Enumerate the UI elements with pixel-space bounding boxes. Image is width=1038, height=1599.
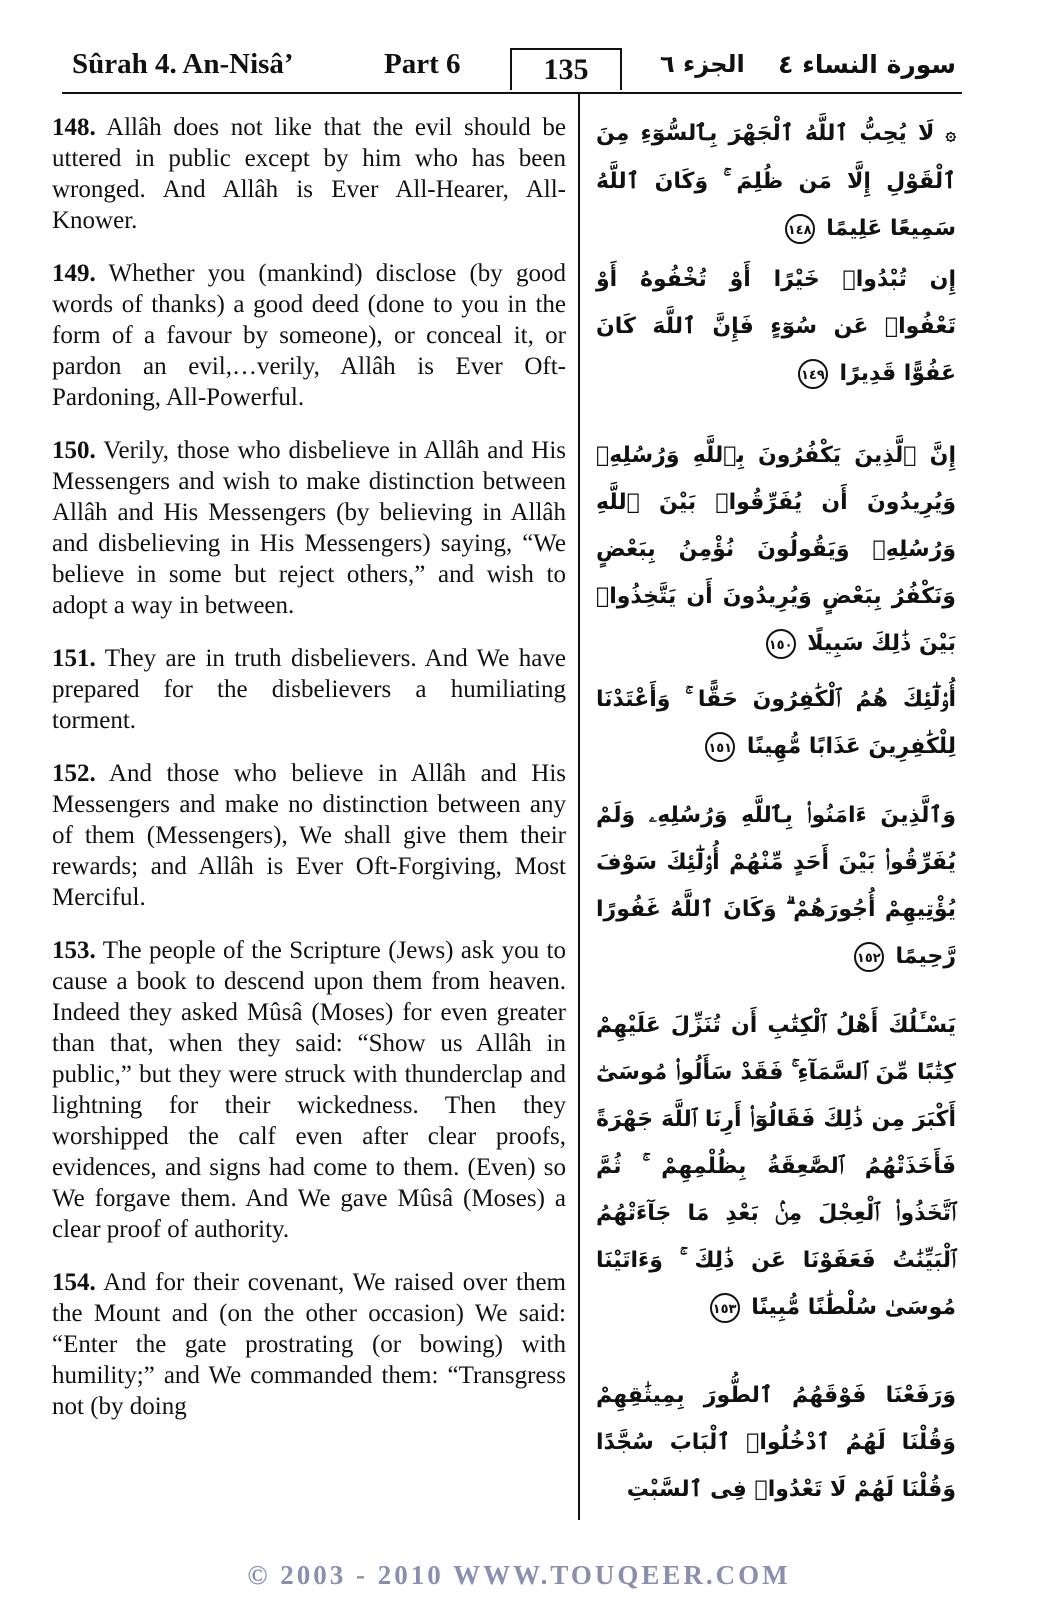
arabic-text: وَٱلَّذِينَ ءَامَنُوا۟ بِٱللَّهِ وَرُسُلِهِۦ وَلَمْ يُفَرِّقُوا۟ بَيْنَ أَحَدٍ مِّنْهُمْ أُو۟لَٰٓئِكَ سَوْفَ يُؤْتِيهِمْ أُجُورَهُمْ ۗ وَكَانَ ٱللَّهُ غَفُورًا رَّحِيمًا — [596, 803, 956, 969]
ayah-end-marker: ١٥٢ — [854, 942, 884, 972]
verse-en-151 — [52, 643, 566, 736]
verse-text: Allâh does not like that the evil should be uttered in public except by him who has been wronged. And Allâh is Ever All-Hearer, All-Knower. — [52, 114, 566, 234]
verse-ar-150 — [596, 432, 956, 667]
verse-ar-151 — [596, 676, 956, 770]
verse-text: The people of the Scripture (Jews) ask you to cause a book to descend upon them from heaven. Indeed they asked Mûsâ (Moses) for even greater than that, when they said: “Show us Allâh in public,” but they were struck with thunderclap and lightning for their wickedness. Then they worshipped the calf even after clear proofs, evidences, and signs had come to them. (Even) so We forgave them. And We gave Mûsâ (Moses) a clear proof of authority. — [52, 937, 566, 1243]
arabic-text: لَا يُحِبُّ ٱللَّهُ ٱلْجَهْرَ بِٱلسُّوٓءِ مِنَ ٱلْقَوْلِ إِلَّا مَن ظُلِمَ ۚ وَكَانَ ٱللَّهُ سَمِيعًا عَلِيمًا — [596, 121, 956, 241]
column-divider — [578, 92, 580, 1520]
arabic-text: إِن تُبْدُوا۟ خَيْرًا أَوْ تُخْفُوهُ أَوْ تَعْفُوا۟ عَن سُوٓءٍ فَإِنَّ ٱللَّهَ كَانَ عَفُوًّا قَدِيرًا — [596, 267, 956, 386]
surah-title-en: Sûrah 4. An-Nisâ’ — [72, 48, 294, 80]
verse-number: 150. — [52, 437, 96, 464]
verse-en-150 — [52, 435, 566, 621]
verse-ar-148 — [596, 110, 956, 252]
verse-number: 149. — [52, 260, 96, 287]
arabic-text: يَسْـَٔلُكَ أَهْلُ ٱلْكِتَٰبِ أَن تُنَزِّلَ عَلَيْهِمْ كِتَٰبًا مِّنَ ٱلسَّمَآءِ ۚ فَقَدْ سَأَلُوا۟ مُوسَىٰٓ أَكْبَرَ مِن ذَٰلِكَ فَقَالُوٓا۟ أَرِنَا ٱللَّهَ جَهْرَةً فَأَخَذَتْهُمُ ٱلصَّٰعِقَةُ بِظُلْمِهِمْ ۚ ثُمَّ ٱتَّخَذُوا۟ ٱلْعِجْلَ مِنۢ بَعْدِ مَا جَآءَتْهُمُ ٱلْبَيِّنَٰتُ فَعَفَوْنَا عَن ذَٰلِكَ ۚ وَءَاتَيْنَا مُوسَىٰ سُلْطَٰنًا مُّبِينًا — [596, 1013, 956, 1320]
verse-text: They are in truth disbelievers. And We have prepared for the disbelievers a humiliating torment. — [52, 645, 566, 734]
verse-number: 153. — [52, 937, 96, 964]
verse-text: And those who believe in Allâh and His Messengers and make no distinction between any of them (Messengers), We shall give them their rewards; and Allâh is Ever Oft-Forgiving, Most Merciful. — [52, 760, 566, 911]
verse-text: Whether you (mankind) disclose (by good words of thanks) a good deed (done to you in the form of a favour by someone), or conceal it, or pardon an evil,…verily, Allâh is Ever Oft-Pardoning, All-Powerful. — [52, 260, 566, 411]
ayah-end-marker: ١٤٨ — [785, 214, 815, 244]
surah-title-ar: سورة النساء ٤ — [778, 50, 956, 79]
ayah-end-marker: ١٤٩ — [798, 359, 828, 389]
verse-en-152 — [52, 758, 566, 913]
page-header — [62, 48, 962, 94]
verse-text: Verily, those who disbelieve in Allâh and His Messengers and wish to make distinction between Allâh and His Messengers (by believing in Allâh and disbelieving in His Messengers) saying, “We believe in some but reject others,” and wish to adopt a way in between. — [52, 437, 566, 619]
verse-en-148 — [52, 112, 566, 236]
rub-el-hizb-icon: ۞ — [945, 124, 956, 145]
copyright-footer: © 2003 - 2010 WWW.TOUQEER.COM — [247, 1560, 791, 1590]
part-label-en: Part 6 — [384, 48, 461, 80]
verse-text: And for their covenant, We raised over them the Mount and (on the other occasion) We said: “Enter the gate prostrating (or bowing) with humility;” and We commanded them: “Transgress not (by doing — [52, 1269, 566, 1420]
verse-en-149 — [52, 258, 566, 413]
verse-ar-149 — [596, 256, 956, 397]
ayah-end-marker: ١٥٣ — [710, 1293, 740, 1323]
verse-ar-153 — [596, 1002, 956, 1331]
ayah-end-marker: ١٥١ — [705, 732, 735, 762]
page-number: 135 — [510, 48, 622, 90]
arabic-text: أُو۟لَٰٓئِكَ هُمُ ٱلْكَٰفِرُونَ حَقًّا ۚ وَأَعْتَدْنَا لِلْكَٰفِرِينَ عَذَابًا مُّهِينًا — [596, 687, 956, 759]
arabic-text: وَرَفَعْنَا فَوْقَهُمُ ٱلطُّورَ بِمِيثَٰقِهِمْ وَقُلْنَا لَهُمُ ٱدْخُلُوا۟ ٱلْبَابَ سُجَّدًا وَقُلْنَا لَهُمْ لَا تَعْدُوا۟ فِى ٱلسَّبْتِ — [596, 1383, 956, 1502]
english-column — [52, 112, 566, 1422]
verse-number: 152. — [52, 760, 96, 787]
verse-en-154 — [52, 1267, 566, 1422]
verse-number: 151. — [52, 645, 96, 672]
verse-number: 148. — [52, 114, 96, 141]
ayah-end-marker: ١٥٠ — [766, 629, 796, 659]
verse-en-153 — [52, 935, 566, 1245]
arabic-text: إِنَّ ٱلَّذِينَ يَكْفُرُونَ بِٱللَّهِ وَرُسُلِهِۦ وَيُرِيدُونَ أَن يُفَرِّقُوا۟ بَيْنَ ٱللَّهِ وَرُسُلِهِۦ وَيَقُولُونَ نُؤْمِنُ بِبَعْضٍ وَنَكْفُرُ بِبَعْضٍ وَيُرِيدُونَ أَن يَتَّخِذُوا۟ بَيْنَ ذَٰلِكَ سَبِيلًا — [596, 443, 956, 656]
juz-label-ar: الجزء ٦ — [660, 50, 745, 78]
verse-ar-154 — [596, 1372, 956, 1513]
verse-number: 154. — [52, 1269, 96, 1296]
verse-ar-152 — [596, 792, 956, 980]
